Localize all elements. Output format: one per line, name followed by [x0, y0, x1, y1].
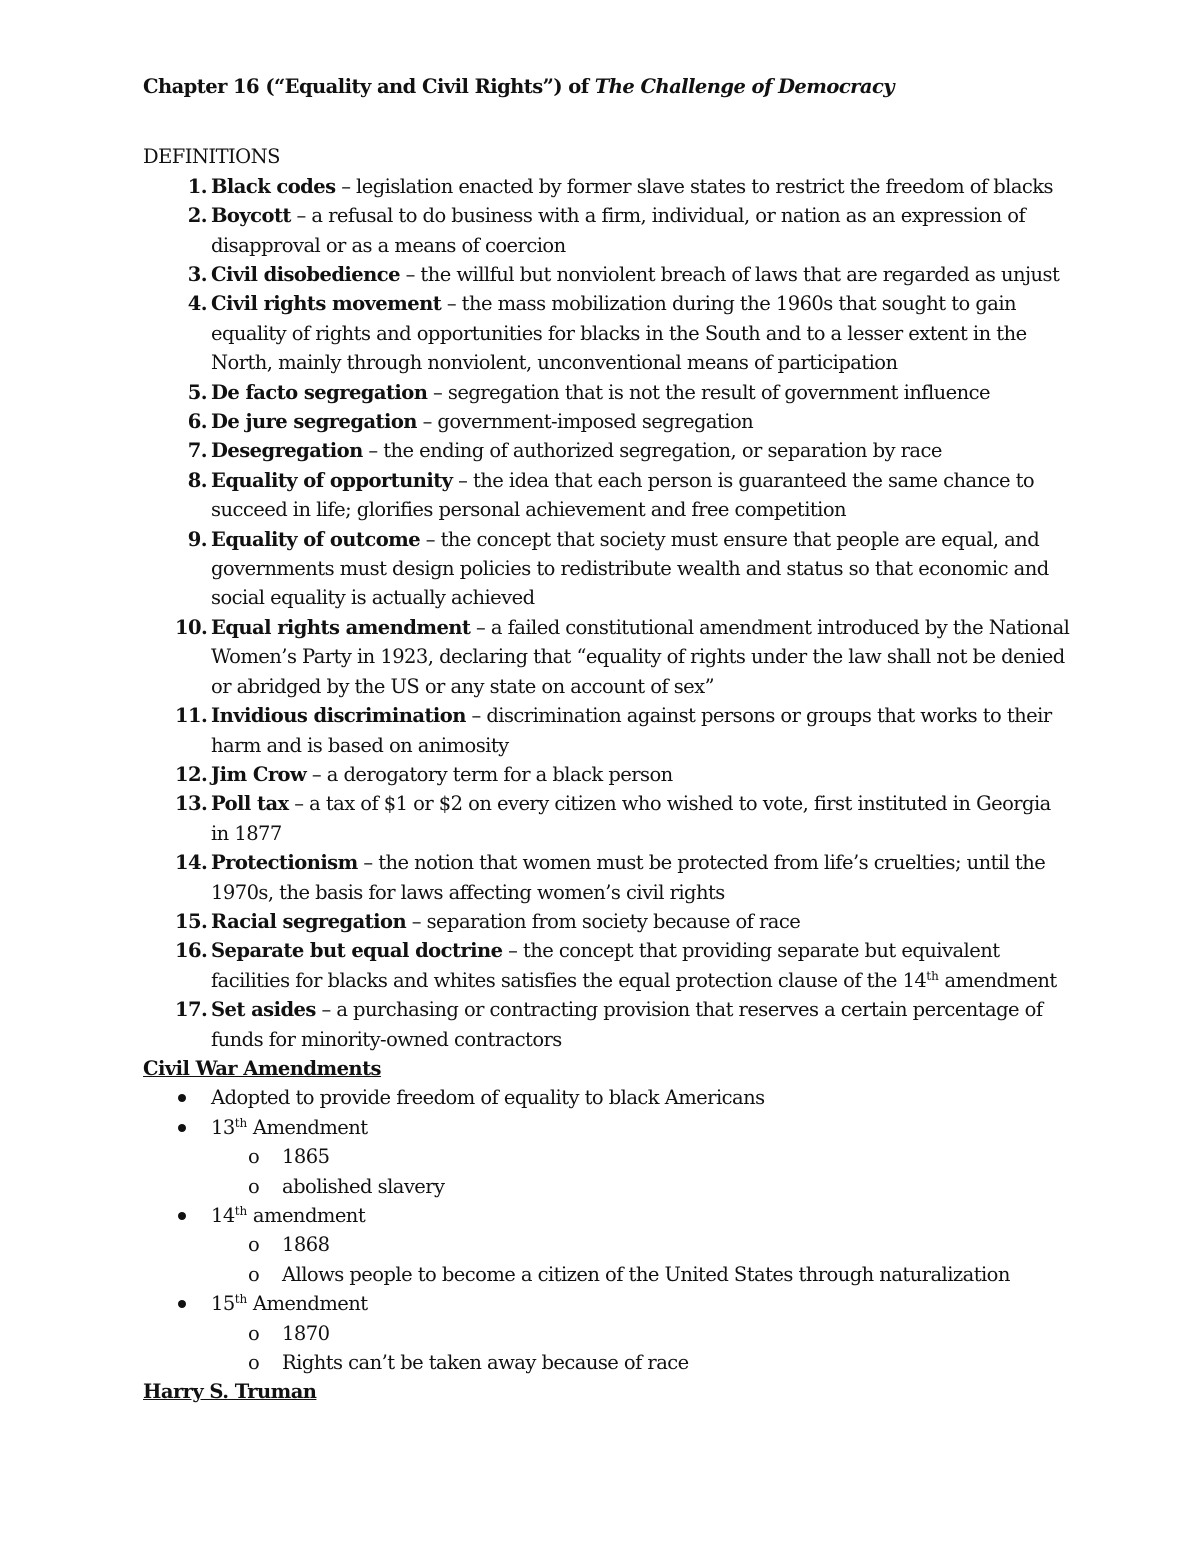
definition-term: Desegregation [211, 439, 363, 463]
definition-item: 3. Civil disobedience – the willful but nonviolent breach of laws that are regarded as unjust [187, 263, 1060, 287]
definition-term: Equality of opportunity [211, 468, 453, 492]
definition-item: 8. Equality of opportunity – the idea that each person is guaranteed the same chance to succeed in life; glorifies personal achievement and free competition [187, 468, 1035, 522]
sub-bullet-item: o Allows people to become a citizen of the United States through naturalization [211, 1260, 1073, 1289]
definition-text: – legislation enacted by former slave states to restrict the freedom of blacks [335, 174, 1053, 198]
civil-war-amendments-heading: Civil War Amendments [143, 1056, 381, 1080]
definition-item: 6. De jure segregation – government-imposed segregation [187, 410, 754, 434]
sub-bullet-item: o 1868 [211, 1230, 1073, 1259]
sub-bullet-item: o 1870 [211, 1319, 1073, 1348]
amendment-details [211, 1319, 1073, 1378]
amendment-item: 15th Amendment o 1870 o Rights can’t be taken away because of race [143, 1289, 1073, 1377]
circle-bullet-icon: o [248, 1233, 260, 1257]
definition-item: 14. Protectionism – the notion that women must be protected from life’s cruelties; until the 1970s, the basis for laws affecting women’s civil rights [175, 851, 1046, 904]
definition-text: – the ending of authorized segregation, or separation by race [362, 439, 942, 463]
definition-item: 2. Boycott – a refusal to do business with a firm, individual, or nation as an expression of disapproval or as a means of coercion [187, 204, 1026, 257]
circle-bullet-icon: o [248, 1321, 260, 1345]
definition-text: – a refusal to do business with a firm, individual, or nation as an expression of disapproval or as a means of coercion [211, 204, 1026, 257]
definition-text: – the notion that women must be protected from life’s cruelties; until the 1970s, the basis for laws affecting women’s civil rights [211, 851, 1046, 904]
circle-bullet-icon: o [248, 1351, 260, 1375]
definition-item: 10. Equal rights amendment – a failed constitutional amendment introduced by the National Women’s Party in 1923, declaring that “equality of rights under the law shall not be denied or abridged by the US or any state on account of sex” [175, 615, 1070, 698]
definition-term: Jim Crow [211, 762, 307, 786]
civil-war-amendments-list [143, 1083, 1073, 1377]
sub-bullet-item: o 1865 [211, 1142, 1073, 1171]
definition-item: 1. Black codes – legislation enacted by former slave states to restrict the freedom of blacks [187, 174, 1053, 198]
definition-term: Black codes [211, 174, 336, 198]
definition-item: 12. Jim Crow – a derogatory term for a black person [175, 762, 673, 786]
amendment-details [211, 1230, 1073, 1289]
amendment-details [211, 1142, 1073, 1201]
definition-term: De facto segregation [211, 380, 428, 404]
definition-text-end: amendment [938, 968, 1057, 992]
document-page [143, 72, 1073, 1407]
bullet-item: Adopted to provide freedom of equality to black Americans [143, 1083, 1073, 1112]
definition-text: – the mass mobilization during the 1960s that sought to gain equality of rights and opportunities for blacks in the South and to a lesser extent in the North, mainly through nonviolent, unconventional means of participation [211, 292, 1027, 375]
bullet-icon [178, 1094, 186, 1102]
bullet-icon [178, 1300, 186, 1308]
definition-term: Equal rights amendment [211, 615, 471, 639]
definition-text: – the concept that society must ensure that people are equal, and governments must design policies to redistribute wealth and status so that economic and social equality is actually achieved [211, 527, 1049, 610]
book-title: The Challenge of Democracy [594, 75, 895, 98]
circle-bullet-icon: o [248, 1145, 260, 1169]
definition-term: De jure segregation [211, 410, 417, 434]
definition-text: – the concept that providing separate but equivalent facilities for blacks and whites satisfies the equal protection clause of the 14 [211, 939, 1000, 992]
definition-text: – separation from society because of race [406, 909, 801, 933]
circle-bullet-icon: o [248, 1262, 260, 1286]
definition-term: Separate but equal doctrine [211, 939, 503, 963]
definition-term: Boycott [211, 204, 291, 228]
definition-text: – discrimination against persons or groups that works to their harm and is based on animosity [211, 704, 1052, 757]
definition-item: 17. Set asides – a purchasing or contracting provision that reserves a certain percentage of funds for minority-owned contractors [175, 998, 1043, 1051]
definition-term: Racial segregation [211, 909, 407, 933]
title-prefix: Chapter 16 (“Equality and Civil Rights”) of [143, 75, 595, 98]
document-title [143, 72, 1073, 101]
definitions-heading: DEFINITIONS [143, 145, 280, 169]
amendment-item: 14th amendment o 1868 o Allows people to become a citizen of the United States through naturalization [143, 1201, 1073, 1289]
definition-term: Poll tax [211, 792, 289, 816]
definition-term: Invidious discrimination [211, 704, 466, 728]
definition-text: – a failed constitutional amendment introduced by the National Women’s Party in 1923, declaring that “equality of rights under the law shall not be denied or abridged by the US or any state on account of sex” [211, 615, 1070, 698]
definition-term: Civil disobedience [211, 263, 400, 287]
definition-term: Set asides [211, 998, 316, 1022]
amendment-item: 13th Amendment o 1865 o abolished slavery [143, 1113, 1073, 1201]
definition-term: Equality of outcome [211, 527, 421, 551]
truman-heading: Harry S. Truman [143, 1380, 317, 1404]
definition-term: Protectionism [211, 851, 358, 875]
definitions-list [143, 172, 1073, 1054]
ordinal-suffix: th [926, 968, 939, 983]
definition-text: – a tax of $1 or $2 on every citizen who wished to vote, first instituted in Georgia in 1877 [211, 792, 1051, 845]
definition-item: 16. Separate but equal doctrine – the concept that providing separate but equivalent facilities for blacks and whites satisfies the equal protection clause of the 14th amendment [175, 939, 1057, 992]
definition-text: – a derogatory term for a black person [306, 762, 673, 786]
definition-text: – segregation that is not the result of government influence [427, 380, 991, 404]
circle-bullet-icon: o [248, 1174, 260, 1198]
definition-text: – the willful but nonviolent breach of laws that are regarded as unjust [399, 263, 1060, 287]
definition-item: 9. Equality of outcome – the concept that society must ensure that people are equal, and governments must design policies to redistribute wealth and status so that economic and social equality is actually achieved [187, 527, 1049, 610]
definition-text: – government-imposed segregation [416, 410, 754, 434]
definition-term: Civil rights movement [211, 292, 442, 316]
definition-item: 15. Racial segregation – separation from society because of race [175, 909, 801, 933]
definition-item: 11. Invidious discrimination – discrimination against persons or groups that works to their harm and is based on animosity [175, 704, 1052, 757]
definition-text: – the idea that each person is guaranteed the same chance to succeed in life; glorifies personal achievement and free competition [211, 468, 1035, 522]
bullet-icon [178, 1212, 186, 1220]
definition-text: – a purchasing or contracting provision that reserves a certain percentage of funds for minority-owned contractors [211, 998, 1043, 1051]
definition-item: 13. Poll tax – a tax of $1 or $2 on every citizen who wished to vote, first instituted in Georgia in 1877 [175, 792, 1051, 845]
bullet-icon [178, 1124, 186, 1132]
definition-item: 7. Desegregation – the ending of authorized segregation, or separation by race [187, 439, 942, 463]
sub-bullet-item: o abolished slavery [211, 1172, 1073, 1201]
definition-item: 5. De facto segregation – segregation that is not the result of government influence [187, 380, 991, 404]
sub-bullet-item: o Rights can’t be taken away because of race [211, 1348, 1073, 1377]
definition-item: 4. Civil rights movement – the mass mobilization during the 1960s that sought to gain equality of rights and opportunities for blacks in the South and to a lesser extent in the North, mainly through nonviolent, unconventional means of participation [187, 292, 1027, 375]
